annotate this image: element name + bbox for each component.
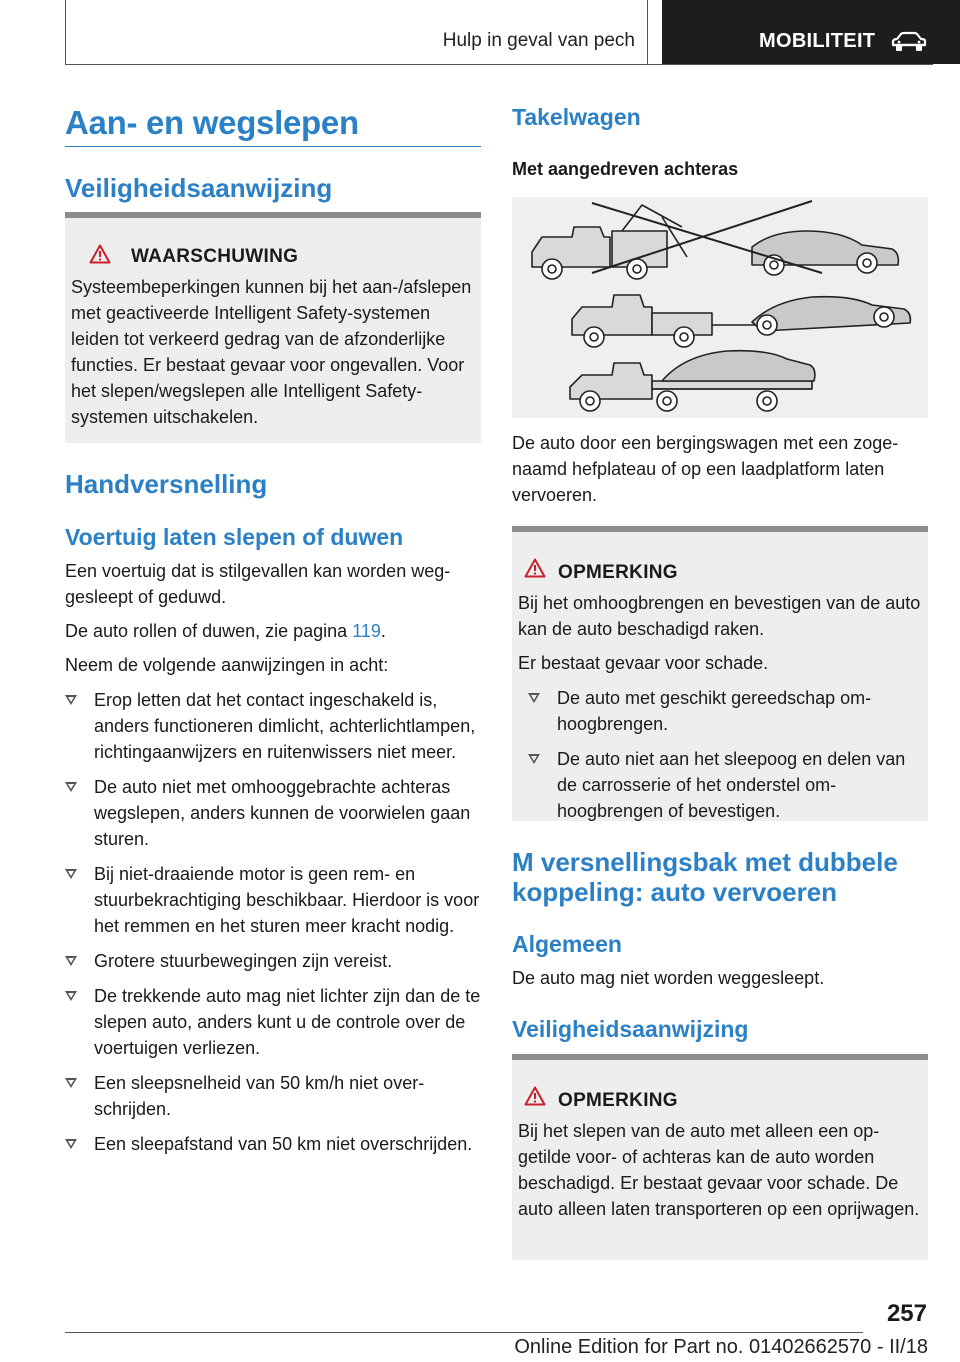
general-text: De auto mag niet worden weggesleept. [512,968,825,988]
list-item: Grotere stuurbewegingen zijn vereist. [65,948,481,974]
footer-rule [65,1332,863,1333]
tow-truck-heading: Takelwagen [512,104,641,130]
list-item: De auto met geschikt gereedschap omhoogbrengen. [528,685,922,737]
dct-heading: M versnellingsbak met dubbele koppeling: auto vervoeren [512,847,898,907]
bullet-triangle-icon [65,1139,77,1149]
list-item: Bij niet-draaiende motor is geen rem- en stuurbekrachtiging beschikbaar. Hierdoor is voor het remmen en het sturen meer kracht nodig. [65,861,481,939]
header-section-title: Hulp in geval van pech [442,30,635,51]
bullet-triangle-icon [65,695,77,705]
chapter-tab[interactable] [662,0,960,64]
list-item: Een sleepafstand van 50 km niet overschrijden. [65,1131,481,1157]
note-label: OPMERKING [558,562,678,583]
warning-icon [89,244,111,264]
tow-truck-drawing [512,197,928,418]
figure-caption: De auto door een bergingswagen met een zogenaamd hefplateau of op een laadplatform laten vervoeren. [512,433,899,505]
edition-text: Online Edition for Part no. 01402662570 - II/18 [514,1336,928,1358]
page-number: 257 [886,1300,927,1327]
list-intro: Neem de volgende aanwijzingen in acht: [65,655,389,675]
bullet-triangle-icon [65,782,77,792]
note-box-2 [512,1054,928,1260]
bullet-triangle-icon [65,1078,77,1088]
figure-caption-block [512,430,928,508]
warning-text: Systeembeperkingen kunnen bij het aan-/afslepen met geactiveerde Intelligent Safety-systemen leiden tot verkeerd gedrag van de afzonderlijke functies. Er bestaat gevaar voor ongevallen. Voor het slepen/wegslepen alle Intelligent Safety-systemen uitschakelen. [71,277,472,427]
car-icon [890,31,928,53]
bullet-triangle-icon [528,754,540,764]
note-list [518,685,922,824]
tow-section [65,558,481,1166]
tow-heading: Voertuig laten slepen of duwen [65,524,404,550]
page-link[interactable]: 119 [352,621,381,641]
page-title: Aan- en wegslepen [65,104,359,141]
rear-axle-heading: Met aangedreven achteras [512,159,739,179]
list-item: De auto niet aan het sleepoog en delen van de carrosserie of het onderstel omhoogbrengen of bevestigen. [528,746,922,824]
list-item: Erop letten dat het contact ingeschakeld is, anders functioneren dimlicht, achterlichtlampen, richtingaanwijzers en ruitenwissers niet meer. [65,687,481,765]
bullet-triangle-icon [65,956,77,966]
header-rule [65,64,933,65]
warning-box [65,212,481,443]
note-label: OPMERKING [558,1090,678,1111]
note-text: Bij het omhoogbrengen en bevestigen van de auto kan de auto beschadigd raken. [518,593,921,639]
note-box-1 [512,526,928,821]
safety-heading-2: Veiligheidsaanwijzing [512,1016,749,1042]
note-text: Er bestaat gevaar voor schade. [518,653,769,673]
safety-heading: Veiligheidsaanwijzing [65,173,333,203]
title-rule [65,146,481,147]
general-heading: Algemeen [512,931,622,957]
list-item: Een sleepsnelheid van 50 km/h niet overschrijden. [65,1070,481,1122]
note-text: Bij het slepen van de auto met alleen een opgetilde voor- of achteras kan de auto worden beschadigd. Er bestaat gevaar voor schade. De auto alleen laten transporteren op een oprijwagen. [518,1121,920,1219]
tow-truck-illustration [512,197,928,418]
list-item: De trekkende auto mag niet lichter zijn dan de te slepen auto, anders kunt u de controle over de voertuigen verliezen. [65,983,481,1061]
tow-reference: De auto rollen of duwen, zie pagina 119. [65,621,386,641]
bullet-triangle-icon [65,991,77,1001]
bullet-triangle-icon [528,693,540,703]
tow-instructions-list [65,687,481,1157]
header-section [65,0,648,64]
chapter-label: MOBILITEIT [759,30,876,52]
warning-label: WAARSCHUWING [131,246,299,267]
list-item: De auto niet met omhooggebrachte achteras wegslepen, anders kunnen de voorwielen gaan sturen. [65,774,481,852]
manual-heading: Handversnelling [65,469,268,499]
warning-icon [524,558,546,578]
tow-intro: Een voertuig dat is stilgevallen kan worden weggesleept of geduwd. [65,561,451,607]
warning-icon [524,1086,546,1106]
bullet-triangle-icon [65,869,77,879]
